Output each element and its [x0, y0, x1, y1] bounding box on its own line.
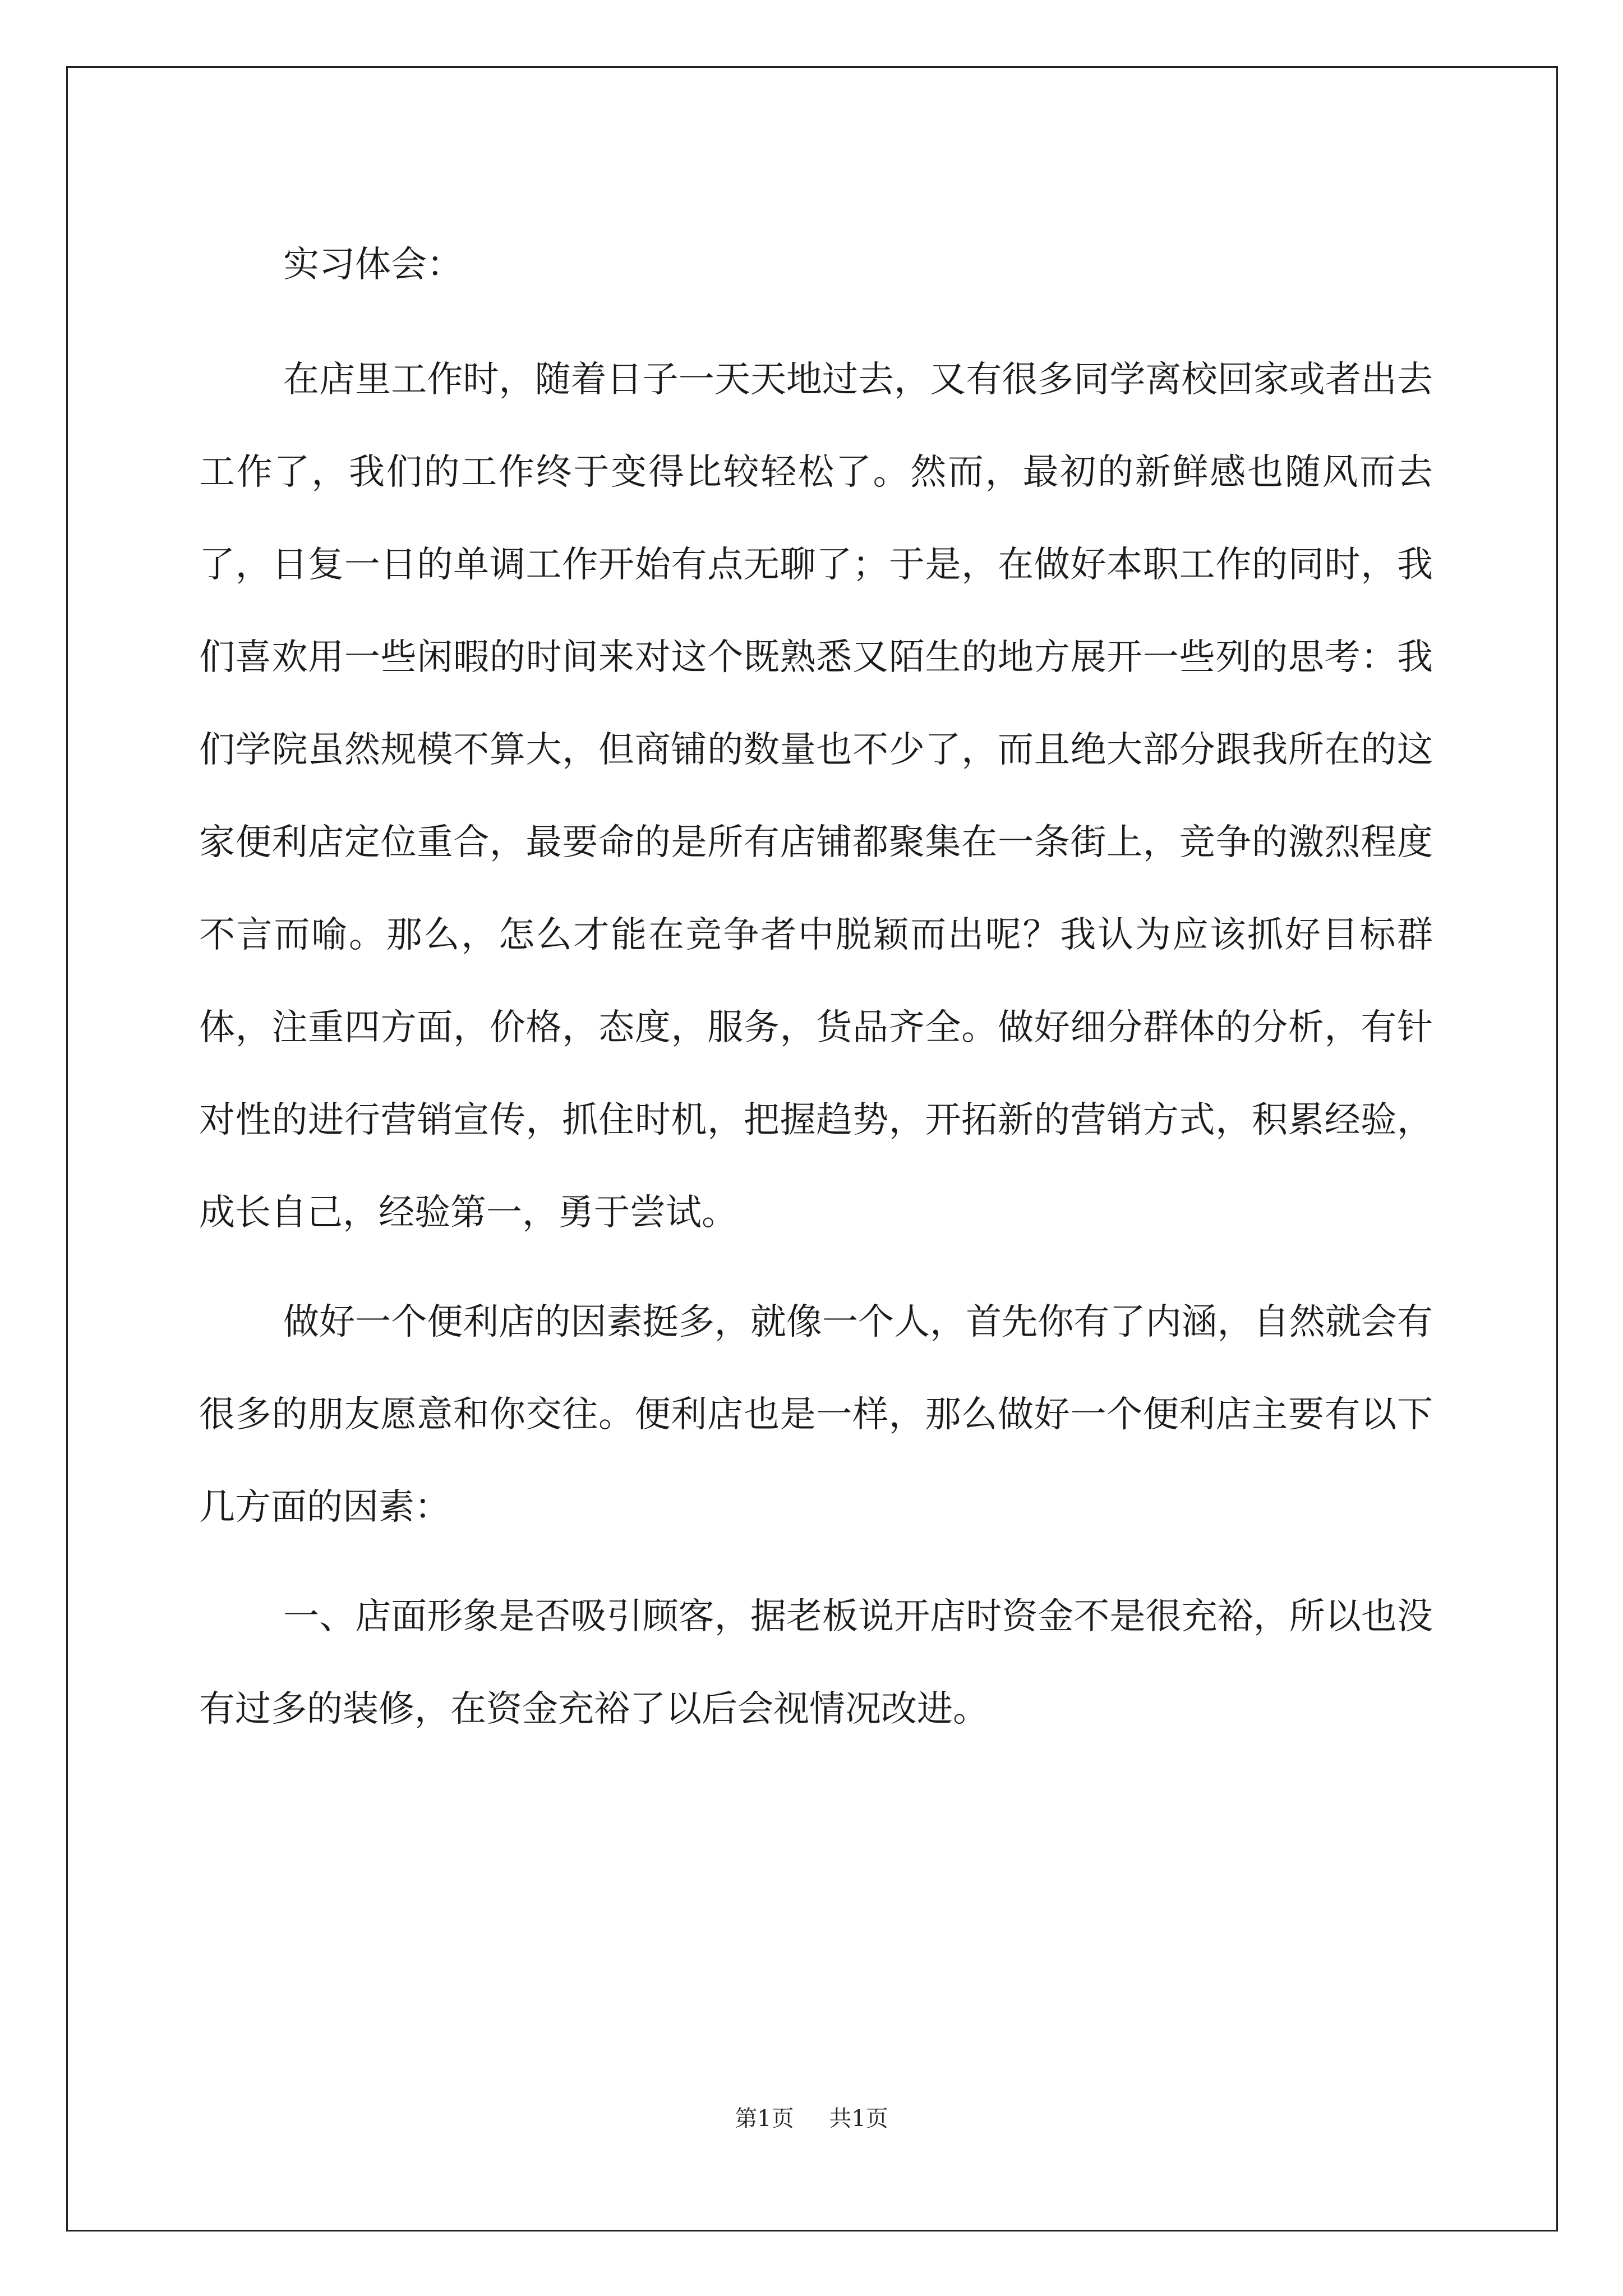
paragraph: 一、店面形象是否吸引顾客，据老板说开店时资金不是很充裕，所以也没有过多的装修，在资金充裕了以后会视情况改进。: [199, 1596, 1433, 1730]
page-number-total: 共1页: [829, 2106, 888, 2132]
paragraph: 在店里工作时，随着日子一天天地过去，又有很多同学离校回家或者出去工作了，我们的工作终于变得比较轻松了。然而，最初的新鲜感也随风而去了，日复一日的单调工作开始有点无聊了；于是，在做好本职工作的同时，我们喜欢用一些闲暇的时间来对这个既熟悉又陌生的地方展开一些列的思考：我们学院虽然规模不算大，但商铺的数量也不少了，而且绝大部分跟我所在的这家便利店定位重合，最要命的是所有店铺都聚集在一条街上，竞争的激烈程度不言而喻。那么，怎么才能在竞争者中脱颖而出呢？我认为应该抓好目标群体，注重四方面，价格，态度，服务，货品齐全。做好细分群体的分析，有针对性的进行营销宣传，抓住时机，把握趋势，开拓新的营销方式，积累经验，成长自己，经验第一，勇于尝试。: [199, 359, 1433, 1234]
section-heading: 实习体会：: [283, 244, 463, 286]
page-footer: [0, 2105, 1623, 2133]
document-body: [199, 219, 1433, 1773]
paragraph: 做好一个便利店的因素挺多，就像一个人，首先你有了内涵，自然就会有很多的朋友愿意和你交往。便利店也是一样，那么做好一个便利店主要有以下几方面的因素：: [199, 1301, 1433, 1528]
page-number-current: 第1页: [735, 2106, 794, 2132]
